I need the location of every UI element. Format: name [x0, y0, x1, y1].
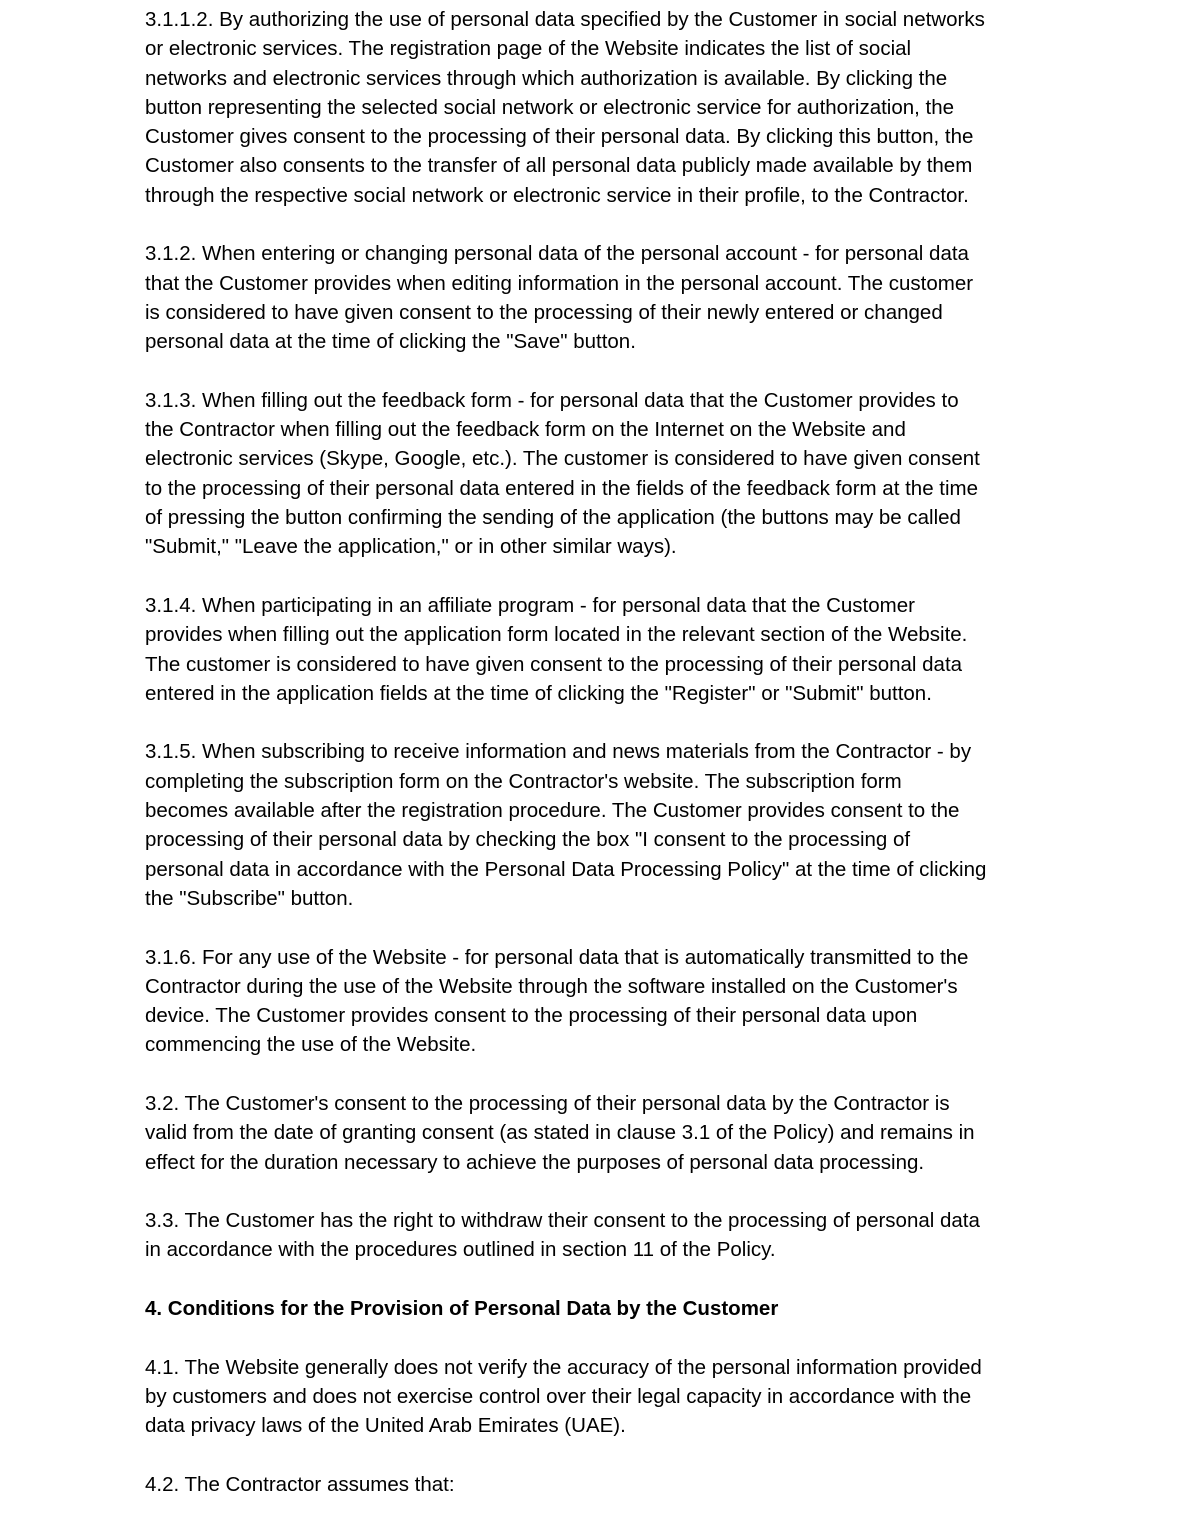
text-line: Contractor during the use of the Website through the software installed on the Customer's — [145, 974, 958, 998]
text-line: personal data at the time of clicking the "Save" button. — [145, 330, 636, 354]
text-line: 4.1. The Website generally does not verify the accuracy of the personal information provided — [145, 1355, 982, 1379]
text-line: of pressing the button confirming the sending of the application (the buttons may be called — [145, 506, 961, 530]
text-line: by customers and does not exercise control over their legal capacity in accordance with the — [145, 1384, 972, 1408]
paragraph-4-1 — [145, 1353, 1145, 1441]
text-line: 3.1.5. When subscribing to receive information and news materials from the Contractor - by — [145, 740, 972, 764]
text-line: personal data in accordance with the Personal Data Processing Policy" at the time of clicking — [145, 857, 987, 881]
document-body — [145, 5, 1145, 1528]
paragraph-3-1-2 — [145, 239, 1145, 356]
text-line: electronic services (Skype, Google, etc.). The customer is considered to have given consent — [145, 447, 980, 471]
text-line: 4.2. The Contractor assumes that: — [145, 1472, 455, 1496]
paragraph-4-2 — [145, 1470, 1145, 1499]
text-line: Customer also consents to the transfer of all personal data publicly made available by them — [145, 154, 973, 178]
paragraph-3-1-5 — [145, 737, 1145, 913]
text-line: 3.1.3. When filling out the feedback form - for personal data that the Customer provides to — [145, 388, 959, 412]
text-line: The customer is considered to have given consent to the processing of their personal data — [145, 652, 963, 676]
paragraph-3-2 — [145, 1089, 1145, 1177]
text-line: the "Subscribe" button. — [145, 886, 354, 910]
paragraph-3-1-4 — [145, 591, 1145, 708]
text-line: 3.1.1.2. By authorizing the use of personal data specified by the Customer in social networks — [145, 8, 985, 31]
text-line: 3.1.6. For any use of the Website - for personal data that is automatically transmitted to the — [145, 945, 969, 969]
text-line: or electronic services. The registration page of the Website indicates the list of social — [145, 37, 912, 61]
text-line: entered in the application fields at the time of clicking the "Register" or "Submit" button. — [145, 681, 932, 705]
text-line: the Contractor when filling out the feedback form on the Internet on the Website and — [145, 418, 906, 442]
paragraph-3-1-3 — [145, 386, 1145, 562]
text-line: in accordance with the procedures outlined in section 11 of the Policy. — [145, 1238, 776, 1262]
text-line: button representing the selected social network or electronic service for authorization, the — [145, 95, 955, 119]
text-line: "Submit," "Leave the application," or in other similar ways). — [145, 535, 677, 559]
text-line: 3.1.4. When participating in an affiliate program - for personal data that the Customer — [145, 593, 915, 617]
paragraph-3-1-6 — [145, 943, 1145, 1060]
text-line: to the processing of their personal data entered in the fields of the feedback form at the time — [145, 476, 979, 500]
text-line: 3.1.2. When entering or changing personal data of the personal account - for personal data — [145, 242, 969, 266]
text-line: is considered to have given consent to the processing of their newly entered or changed — [145, 300, 943, 324]
text-line: completing the subscription form on the Contractor's website. The subscription form — [145, 769, 902, 793]
text-line: that the Customer provides when editing information in the personal account. The customer — [145, 271, 974, 295]
paragraph-3-1-1-2 — [145, 5, 1145, 210]
text-line: provides when filling out the application form located in the relevant section of the Website. — [145, 623, 968, 647]
text-line: 3.3. The Customer has the right to withdraw their consent to the processing of personal data — [145, 1209, 980, 1233]
text-line: Customer gives consent to the processing of their personal data. By clicking this button, the — [145, 125, 974, 149]
text-line: through the respective social network or electronic service in their profile, to the Contractor. — [145, 183, 969, 207]
text-line: becomes available after the registration procedure. The Customer provides consent to the — [145, 799, 960, 823]
text-line: data privacy laws of the United Arab Emirates (UAE). — [145, 1414, 626, 1438]
text-line: valid from the date of granting consent (as stated in clause 3.1 of the Policy) and remains in — [145, 1121, 975, 1145]
text-line: processing of their personal data by checking the box "I consent to the processing of — [145, 828, 911, 852]
text-line: device. The Customer provides consent to the processing of their personal data upon — [145, 1004, 918, 1028]
text-line: networks and electronic services through which authorization is available. By clicking the — [145, 66, 948, 90]
section-heading-4: 4. Conditions for the Provision of Personal Data by the Customer — [145, 1297, 779, 1321]
text-line: 3.2. The Customer's consent to the processing of their personal data by the Contractor is — [145, 1091, 950, 1115]
paragraph-3-3 — [145, 1206, 1145, 1265]
text-line: commencing the use of the Website. — [145, 1033, 477, 1057]
text-line: effect for the duration necessary to achieve the purposes of personal data processing. — [145, 1150, 925, 1174]
